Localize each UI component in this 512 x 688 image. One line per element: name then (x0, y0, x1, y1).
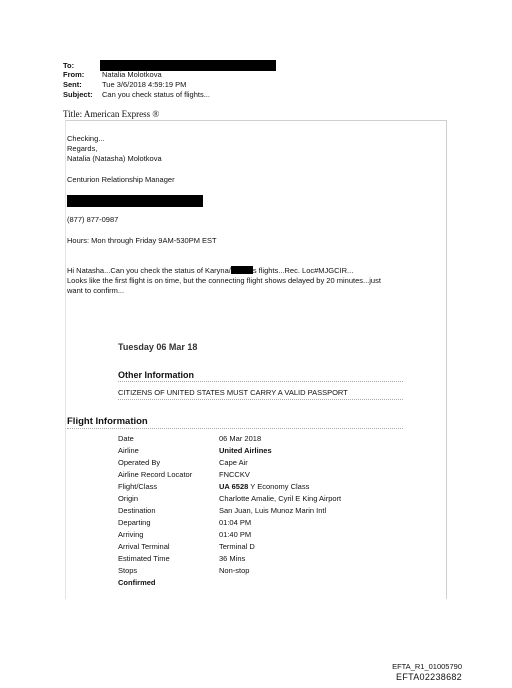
message-line-2: Looks like the first flight is on time, but the connecting flight shows delayed by 20 minutes...just (67, 276, 381, 285)
row-label-airline: Airline (118, 446, 139, 455)
from-label: From: (63, 70, 85, 79)
flight-info-heading: Flight Information (67, 416, 148, 427)
redaction-bar (231, 266, 253, 274)
footer-ref-1: EFTA_R1_01005790 (392, 662, 462, 671)
row-value-arriving: 01:40 PM (219, 530, 252, 539)
message-line-1-b: s flights...Rec. Loc#MJGCIR... (252, 266, 354, 275)
itinerary-date-heading: Tuesday 06 Mar 18 (118, 342, 198, 352)
other-info-text: CITIZENS OF UNITED STATES MUST CARRY A VALID PASSPORT (118, 388, 348, 397)
row-label-origin: Origin (118, 494, 139, 503)
hours-text: Hours: Mon through Friday 9AM-530PM EST (67, 236, 217, 245)
row-value-destination: San Juan, Luis Munoz Marin Intl (219, 506, 327, 515)
sent-value: Tue 3/6/2018 4:59:19 PM (102, 80, 187, 89)
row-value-date: 06 Mar 2018 (219, 434, 262, 443)
row-value-record-locator: FNCCKV (219, 470, 250, 479)
message-frame (65, 120, 447, 599)
row-value-arrival-terminal: Terminal D (219, 542, 255, 551)
row-label-departing: Departing (118, 518, 151, 527)
footer-ref-2: EFTA02238682 (396, 672, 462, 682)
row-label-flight-class: Flight/Class (118, 482, 158, 491)
message-line-3: want to confirm... (67, 286, 125, 295)
checking-text: Checking... (67, 134, 105, 143)
row-value-airline: United Airlines (219, 446, 272, 455)
sent-label: Sent: (63, 80, 82, 89)
row-label-destination: Destination (118, 506, 156, 515)
row-label-estimated-time: Estimated Time (118, 554, 170, 563)
row-label-record-locator: Airline Record Locator (118, 470, 193, 479)
other-info-heading: Other Information (118, 370, 194, 380)
status-confirmed: Confirmed (118, 578, 156, 587)
flight-class: Y Economy Class (248, 482, 310, 491)
subject-label: Subject: (63, 90, 93, 99)
divider (67, 428, 403, 429)
regards-text: Regards, (67, 144, 98, 153)
divider (118, 381, 403, 382)
to-label: To: (63, 61, 75, 70)
row-label-operated-by: Operated By (118, 458, 161, 467)
row-value-flight-class (219, 482, 309, 491)
title-line: Title: American Express ® (63, 109, 160, 119)
row-value-departing: 01:04 PM (219, 518, 252, 527)
from-value: Natalia Molotkova (102, 70, 162, 79)
phone-number: (877) 877-0987 (67, 215, 119, 224)
subject-value: Can you check status of flights... (102, 90, 210, 99)
divider (118, 399, 403, 400)
message-line-1 (67, 266, 353, 276)
row-label-arriving: Arriving (118, 530, 144, 539)
row-label-stops: Stops (118, 566, 138, 575)
flight-number: UA 6528 (219, 482, 249, 491)
row-value-operated-by: Cape Air (219, 458, 248, 467)
row-value-estimated-time: 36 Mins (219, 554, 246, 563)
row-label-date: Date (118, 434, 134, 443)
row-label-arrival-terminal: Arrival Terminal (118, 542, 170, 551)
sender-name: Natalia (Natasha) Molotkova (67, 154, 162, 163)
redaction-bar (67, 195, 203, 207)
sender-role: Centurion Relationship Manager (67, 175, 175, 184)
row-value-origin: Charlotte Amalie, Cyril E King Airport (219, 494, 342, 503)
message-line-1-a: Hi Natasha...Can you check the status of Karyna/ (67, 266, 231, 275)
row-value-stops: Non-stop (219, 566, 250, 575)
